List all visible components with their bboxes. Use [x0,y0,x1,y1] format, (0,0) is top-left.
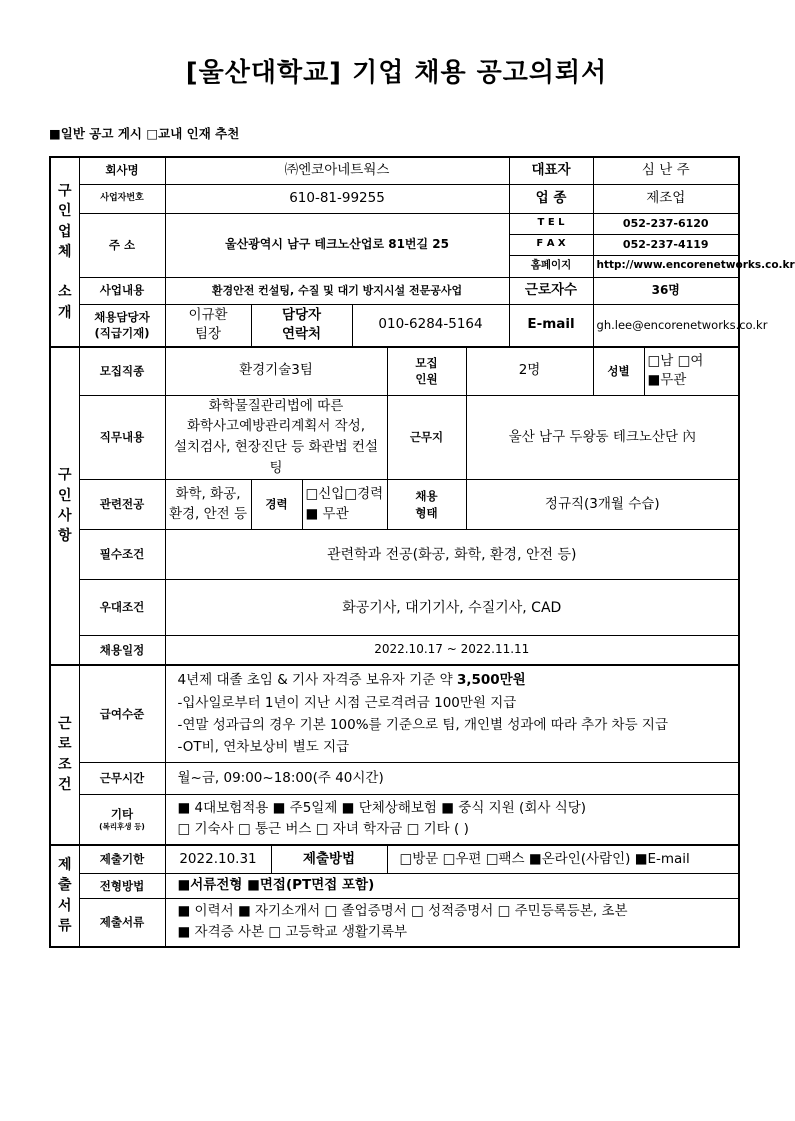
count-label: 모집 인원 [387,347,466,395]
industry-label: 업 종 [509,184,593,213]
bizno-value: 610-81-99255 [165,184,509,213]
job-section [50,347,739,665]
ceo-label: 대표자 [509,157,593,184]
manager-name: 이규환 팀장 [165,304,251,347]
process-label: 전형방법 [79,874,165,899]
hours-label: 근무시간 [79,763,165,795]
major-label: 관련전공 [79,480,165,530]
type-value: 정규직(3개월 수습) [466,480,739,530]
type-label: 채용 형태 [387,480,466,530]
docs-options: ■ 이력서 ■ 자기소개서 □ 졸업증명서 □ 성적증명서 □ 주민등록등본, 초본 ■ 자격증 사본 □ 고등학교 생활기록부 [165,899,739,947]
deadline-label: 제출기한 [79,845,165,874]
docs-label: 제출서류 [79,899,165,947]
fax-label: F A X [509,234,593,255]
gender-options: □남 □여 ■무관 [644,347,739,395]
conditions-section [50,665,739,845]
field-label: 모집직종 [79,347,165,395]
industry-value: 제조업 [593,184,739,213]
page-title: [울산대학교] 기업 채용 공고의뢰서 [185,58,608,88]
career-label: 경력 [251,480,302,530]
address-value: 울산광역시 남구 테크노산업로 81번길 25 [165,213,509,277]
homepage-link[interactable]: http://www.encorenetworks.co.kr [593,255,739,277]
process-value: ■서류전형 ■면접(PT면접 포함) [165,874,739,899]
tel-value: 052-237-6120 [593,213,739,234]
required-label: 필수조건 [79,530,165,580]
field-value: 환경기술3팀 [165,347,387,395]
duty-label: 직무내용 [79,395,165,480]
ceo-name: 심 난 주 [593,157,739,184]
business-label: 사업내용 [79,277,165,304]
homepage-label: 홈페이지 [509,255,593,277]
contact-label: 담당자 연락처 [251,304,352,347]
method-options: □방문 □우편 □팩스 ■온라인(사람인) ■E-mail [387,845,739,874]
major-value: 화학, 화공, 환경, 안전 등 [165,480,251,530]
benefits-label: 기타 (복리후생 등) [79,795,165,845]
location-value: 울산 남구 두왕동 테크노산단 內 [466,395,739,480]
company-name-label: 회사명 [79,157,165,184]
tel-label: T E L [509,213,593,234]
preferred-label: 우대조건 [79,580,165,636]
conditions-section-label: 근 로 조 건 [50,665,79,845]
deadline-value: 2022.10.31 [165,845,271,874]
submission-section [50,845,739,947]
job-request-form [49,156,795,948]
method-label: 제출방법 [271,845,387,874]
email-value[interactable]: gh.lee@encorenetworks.co.kr [593,304,739,347]
address-label: 주 소 [79,213,165,277]
salary-details: 4년제 대졸 초임 & 기사 자격증 보유자 기준 약 3,500만원 -입사일로부터 1년이 지난 시점 근로격려금 100만원 지급 -연말 성과급의 경우 기본 100%를 기준으로 팀, 개인별 성과에 따라 추가 차등 지급 -OT비, 연차보상비 별도 지급 [165,665,739,763]
business-value: 환경안전 컨설팅, 수질 및 대기 방지시설 전문공사업 [165,277,509,304]
job-section-label: 구 인 사 항 [50,347,79,665]
posting-type-options: ■일반 공고 게시 □교내 인재 추천 [49,126,240,141]
company-name: ㈜엔코아네트웍스 [165,157,509,184]
preferred-value: 화공기사, 대기기사, 수질기사, CAD [165,580,739,636]
contact-phone: 010-6284-5164 [352,304,509,347]
required-value: 관련학과 전공(화공, 화학, 환경, 안전 등) [165,530,739,580]
duty-content: 화학물질관리법에 따른 화학사고예방관리계획서 작성, 설치검사, 현장진단 등 화관법 컨설팅 [165,395,387,480]
employees-value: 36명 [593,277,739,304]
company-section-label: 구 인 업 체 소 개 [50,157,79,347]
count-value: 2명 [466,347,593,395]
salary-label: 급여수준 [79,665,165,763]
manager-label: 채용담당자 (직급기재) [79,304,165,347]
fax-value: 052-237-4119 [593,234,739,255]
employees-label: 근로자수 [509,277,593,304]
hours-value: 월~금, 09:00~18:00(주 40시간) [165,763,739,795]
email-label: E-mail [509,304,593,347]
location-label: 근무지 [387,395,466,480]
company-section [50,157,795,347]
bizno-label: 사업자번호 [79,184,165,213]
career-options: □신입□경력 ■ 무관 [302,480,387,530]
benefits-options: ■ 4대보험적용 ■ 주5일제 ■ 단체상해보험 ■ 중식 지원 (회사 식당) □ 기숙사 □ 통근 버스 □ 자녀 학자금 □ 기타 ( ) [165,795,739,845]
schedule-label: 채용일정 [79,636,165,665]
gender-label: 성별 [593,347,644,395]
schedule-value: 2022.10.17 ~ 2022.11.11 [165,636,739,665]
submission-section-label: 제 출 서 류 [50,845,79,947]
